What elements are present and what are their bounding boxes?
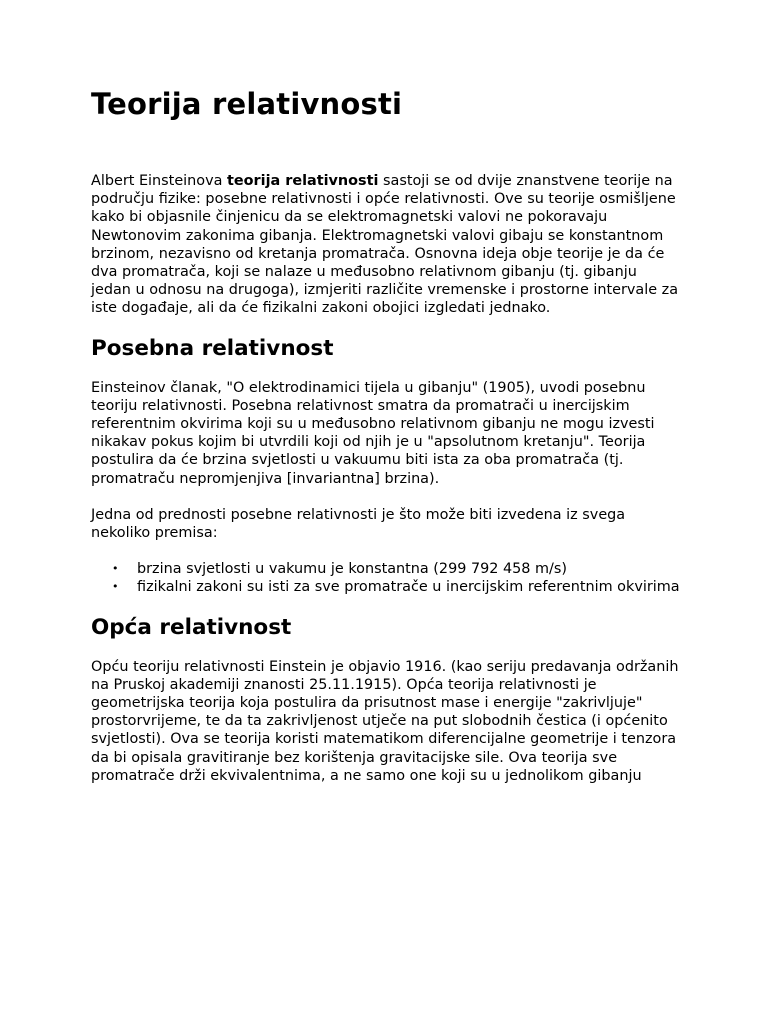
opca-paragraph: Opću teoriju relativnosti Einstein je objavio 1916. (kao seriju predavanja održanih na Pruskoj akademiji znanosti 25.11.1915). Opća teorija relativnosti je geometrijska teorija koja postulira da prisutnost mase i energije "zakrivljuje" prostorvrijeme, te da ta zakrivljenost utječe na put slobodnih čestica (i općenito svjetlosti). Ova se teorija koristi matematikom diferencijalne geometrije i tenzora da bi opisala gravitiranje bez korištenja gravitacijske sile. Ova teorija sve promatrače drži ekvivalentnima, a ne samo one koji su u jednolikom gibanju [91,658,679,784]
list-item [112,578,681,596]
section-heading-opca: Opća relativnost [91,614,292,640]
list-item-text: brzina svjetlosti u vakumu je konstantna (299 792 458 m/s) [137,561,568,578]
document-page [91,86,681,785]
bullet-icon: • [112,580,119,594]
intro-bold-term: teorija relativnosti [227,173,379,189]
posebna-paragraph-2: Jedna od prednosti posebne relativnosti je što može biti izvedena iz svega nekoliko premisa: [91,506,626,542]
page-title: Teorija relativnosti [91,87,403,121]
posebna-paragraph-1: Einsteinov članak, "O elektrodinamici tijela u gibanju" (1905), uvodi posebnu teoriju relativnosti. Posebna relativnost smatra da promatrači u inercijskim referentnim okvirima koji su u međusobno relativnom gibanju ne mogu izvesti nikakav pokus kojim bi utvrdili koji od njih je u "apsolutnom kretanju". Teorija postulira da će brzina svjetlosti u vakuumu biti ista za oba promatrača (tj. promatraču nepromjenjiva [invariantna] brzina). [91,379,655,487]
intro-paragraph [91,172,681,318]
bullet-icon: • [112,562,119,576]
section-heading-posebna: Posebna relativnost [91,335,334,361]
list-item [112,560,681,578]
intro-text-start: Albert Einsteinova [91,173,228,189]
list-item-text: fizikalni zakoni su isti za sve promatrače u inercijskim referentnim okvirima [137,579,680,596]
intro-text-rest: sastoji se od dvije znanstvene teorije na području fizike: posebne relativnosti i opće relativnosti. Ove su teorije osmišljene kako bi objasnile činjenicu da se elektromagnetski valovi ne pokoravaju Newtonovim zakonima gibanja. Elektromagnetski valovi gibaju se konstantnom brzinom, nezavisno od kretanja promatrača. Osnovna ideja obje teorije je da će dva promatrača, koji se nalaze u međusobno relativnom gibanju (tj. gibanju jedan u odnosu na drugoga), izmjeriti različite vremenske i prostorne intervale za iste događaje, ali da će fizikalni zakoni obojici izgledati jednako. [91,173,679,317]
premises-list [91,560,681,596]
